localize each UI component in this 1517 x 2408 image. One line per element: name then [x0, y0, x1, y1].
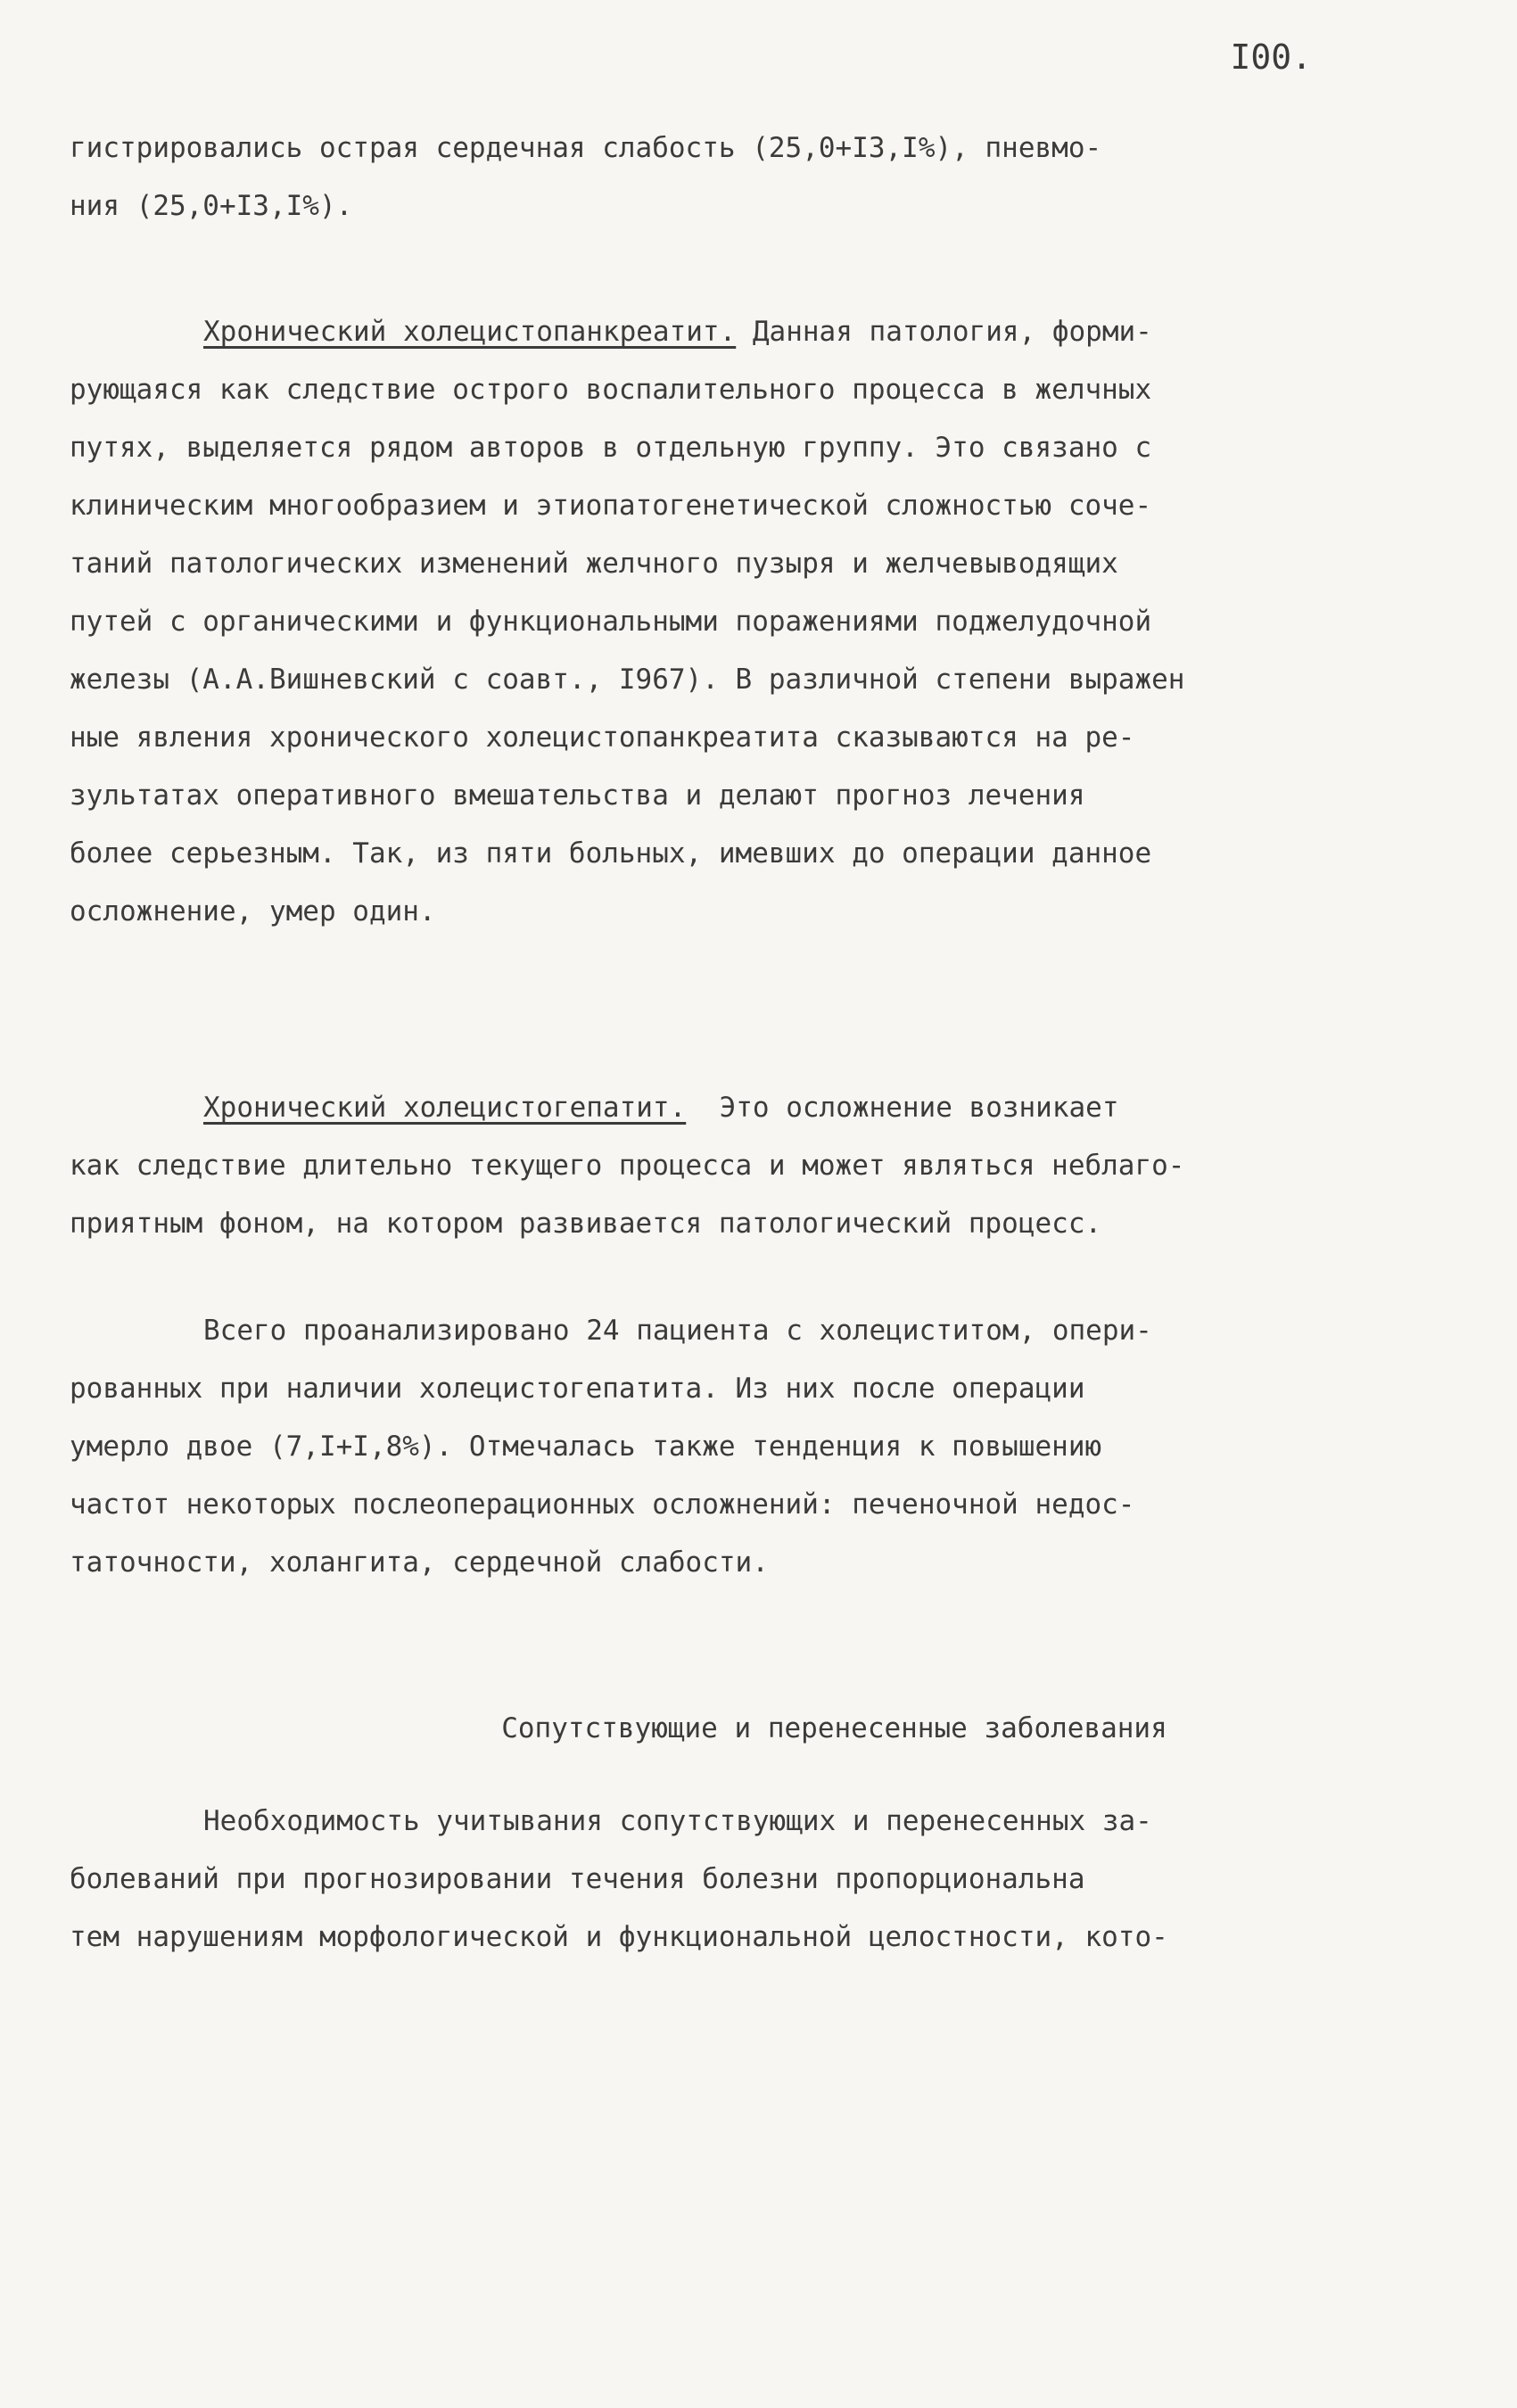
text-line: зультатах оперативного вмешательства и делают прогноз лечения	[70, 779, 1085, 812]
text-line: таточности, холангита, сердечной слабости.	[70, 1546, 769, 1579]
text-line: путях, выделяется рядом авторов в отдельную группу. Это связано с	[70, 432, 1152, 464]
stats-paragraph	[70, 1302, 1452, 1592]
text-line: Всего проанализировано 24 пациента с холециститом, опери-	[203, 1315, 1152, 1347]
intro-paragraph	[70, 120, 1452, 235]
section-cholecystopancreatitis	[70, 303, 1452, 941]
text-line: ния (25,0+I3,I%).	[70, 190, 353, 222]
text-line: умерло двое (7,I+I,8%). Отмечалась также тенденция к повышению	[70, 1431, 1102, 1463]
section-heading: Хронический холецистогепатит.	[203, 1092, 687, 1124]
section-cholecystohepatitis	[70, 1079, 1452, 1253]
text-line: осложнение, умер один.	[70, 895, 436, 928]
text-line: как следствие длительно текущего процесса и может являться неблаго-	[70, 1150, 1185, 1182]
text-line: гистрировались острая сердечная слабость (25,0+I3,I%), пневмо-	[70, 132, 1102, 164]
page-number: I00.	[1230, 37, 1312, 77]
text-line: частот некоторых послеоперационных осложнений: печеночной недос-	[70, 1489, 1135, 1521]
text-line: железы (А.А.Вишневский с соавт., I967). В различной степени выражен	[70, 664, 1185, 696]
section-heading-comorbidities: Сопутствующие и перенесенные заболевания	[501, 1712, 1167, 1744]
text-line: более серьезным. Так, из пяти больных, имевших до операции данное	[70, 837, 1152, 870]
text-line: тем нарушениям морфологической и функциональной целостности, кото-	[70, 1921, 1168, 1953]
text-fragment: Данная патология, форми-	[736, 316, 1152, 348]
text-line: болеваний при прогнозировании течения болезни пропорциональна	[70, 1863, 1085, 1895]
text-line: путей с органическими и функциональными поражениями поджелудочной	[70, 606, 1152, 638]
section-first-line	[70, 303, 1452, 361]
text-line: клиническим многообразием и этиопатогенетической сложностью соче-	[70, 490, 1152, 522]
section-heading: Хронический холецистопанкреатит.	[203, 316, 737, 348]
text-line: рующаяся как следствие острого воспалительного процесса в желчных	[70, 374, 1152, 406]
text-line: ные явления хронического холецистопанкреатита сказываются на ре-	[70, 722, 1135, 754]
text-line: рованных при наличии холецистогепатита. Из них после операции	[70, 1373, 1085, 1405]
text-fragment: Это осложнение возникает	[686, 1092, 1119, 1124]
section-first-line	[70, 1079, 1452, 1137]
text-line: приятным фоном, на котором развивается патологический процесс.	[70, 1208, 1102, 1240]
text-line: Необходимость учитывания сопутствующих и перенесенных за-	[203, 1805, 1152, 1837]
text-line: таний патологических изменений желчного пузыря и желчевыводящих	[70, 548, 1118, 580]
comorbidities-paragraph	[70, 1793, 1452, 1967]
